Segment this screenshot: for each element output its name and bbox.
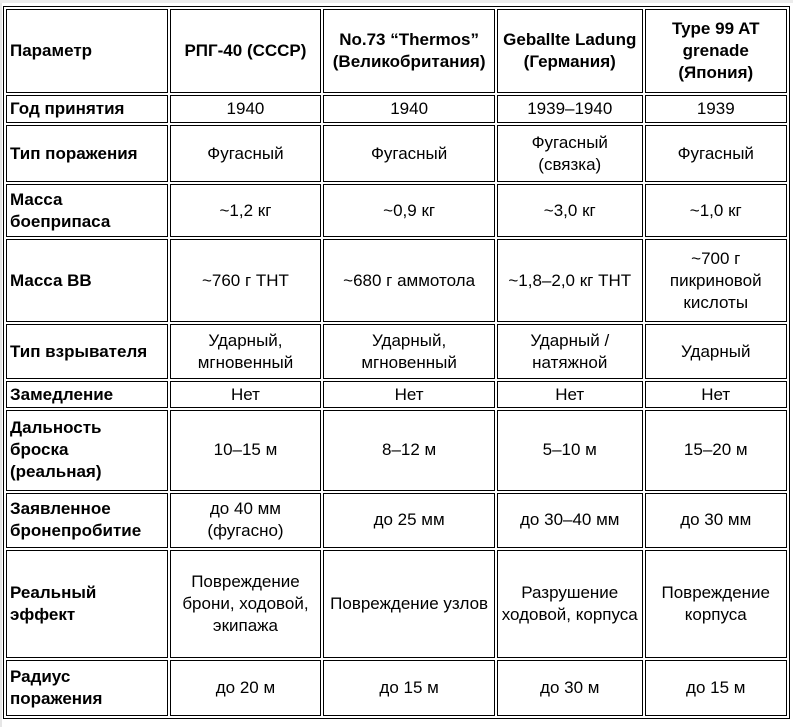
table-cell: Повреждение брони, ходовой, экипажа <box>170 550 322 658</box>
header-row <box>6 9 787 93</box>
row-label: Радиус поражения <box>6 660 168 716</box>
row-label: Масса боеприпаса <box>6 184 168 238</box>
table-cell: до 30–40 мм <box>497 493 643 549</box>
table-cell: ~1,8–2,0 кг ТНТ <box>497 239 643 321</box>
table-cell: Фугасный <box>323 125 495 182</box>
header-parameter: Параметр <box>6 9 168 93</box>
table-cell: Ударный, мгновенный <box>170 324 322 380</box>
table-cell: до 15 м <box>645 660 788 716</box>
table-cell: Нет <box>170 381 322 408</box>
table-row <box>6 95 787 123</box>
table-row <box>6 239 787 321</box>
table-cell: ~1,2 кг <box>170 184 322 238</box>
table-cell: Повреждение корпуса <box>645 550 788 658</box>
page-edge-left <box>0 0 2 727</box>
table-cell: Ударный, мгновенный <box>323 324 495 380</box>
table-row <box>6 184 787 238</box>
table-cell: 8–12 м <box>323 410 495 490</box>
table-row <box>6 410 787 490</box>
table-row <box>6 493 787 549</box>
table-cell: 1940 <box>170 95 322 123</box>
table-cell: Фугасный (связка) <box>497 125 643 182</box>
table-row <box>6 660 787 716</box>
table-cell: Нет <box>323 381 495 408</box>
row-label: Заявленное бронепробитие <box>6 493 168 549</box>
table-cell: до 15 м <box>323 660 495 716</box>
table-cell: 5–10 м <box>497 410 643 490</box>
table-cell: 15–20 м <box>645 410 788 490</box>
table-cell: до 30 мм <box>645 493 788 549</box>
row-label: Замедление <box>6 381 168 408</box>
table-cell: Ударный <box>645 324 788 380</box>
table-cell: до 30 м <box>497 660 643 716</box>
header-no73: No.73 “Thermos” (Великобритания) <box>323 9 495 93</box>
table-row <box>6 550 787 658</box>
row-label: Масса ВВ <box>6 239 168 321</box>
row-label: Год принятия <box>6 95 168 123</box>
table-row <box>6 324 787 380</box>
table-cell: ~700 г пикриновой кислоты <box>645 239 788 321</box>
table-cell: ~680 г аммотола <box>323 239 495 321</box>
table-cell: Нет <box>645 381 788 408</box>
table-cell: Разрушение ходовой, корпуса <box>497 550 643 658</box>
table-cell: до 20 м <box>170 660 322 716</box>
table-cell: Фугасный <box>645 125 788 182</box>
table-cell: Повреждение узлов <box>323 550 495 658</box>
table-cell: Нет <box>497 381 643 408</box>
table-cell: до 40 мм (фугасно) <box>170 493 322 549</box>
row-label: Тип поражения <box>6 125 168 182</box>
table-row <box>6 381 787 408</box>
grenade-comparison-table <box>3 6 790 719</box>
table-cell: ~1,0 кг <box>645 184 788 238</box>
table-cell: Фугасный <box>170 125 322 182</box>
table-cell: Ударный / натяжной <box>497 324 643 380</box>
table-cell: 1939–1940 <box>497 95 643 123</box>
table-cell: 1940 <box>323 95 495 123</box>
table-cell: ~3,0 кг <box>497 184 643 238</box>
row-label: Дальность броска (реальная) <box>6 410 168 490</box>
row-label: Тип взрывателя <box>6 324 168 380</box>
table-cell: ~760 г ТНТ <box>170 239 322 321</box>
table-row <box>6 125 787 182</box>
table-cell: 1939 <box>645 95 788 123</box>
header-rpg40: РПГ-40 (СССР) <box>170 9 322 93</box>
row-label: Реальный эффект <box>6 550 168 658</box>
header-geballte-ladung: Geballte Ladung (Германия) <box>497 9 643 93</box>
header-type99: Type 99 AT grenade (Япония) <box>645 9 788 93</box>
table-cell: ~0,9 кг <box>323 184 495 238</box>
page-edge-top <box>0 0 793 3</box>
table-cell: 10–15 м <box>170 410 322 490</box>
table-cell: до 25 мм <box>323 493 495 549</box>
